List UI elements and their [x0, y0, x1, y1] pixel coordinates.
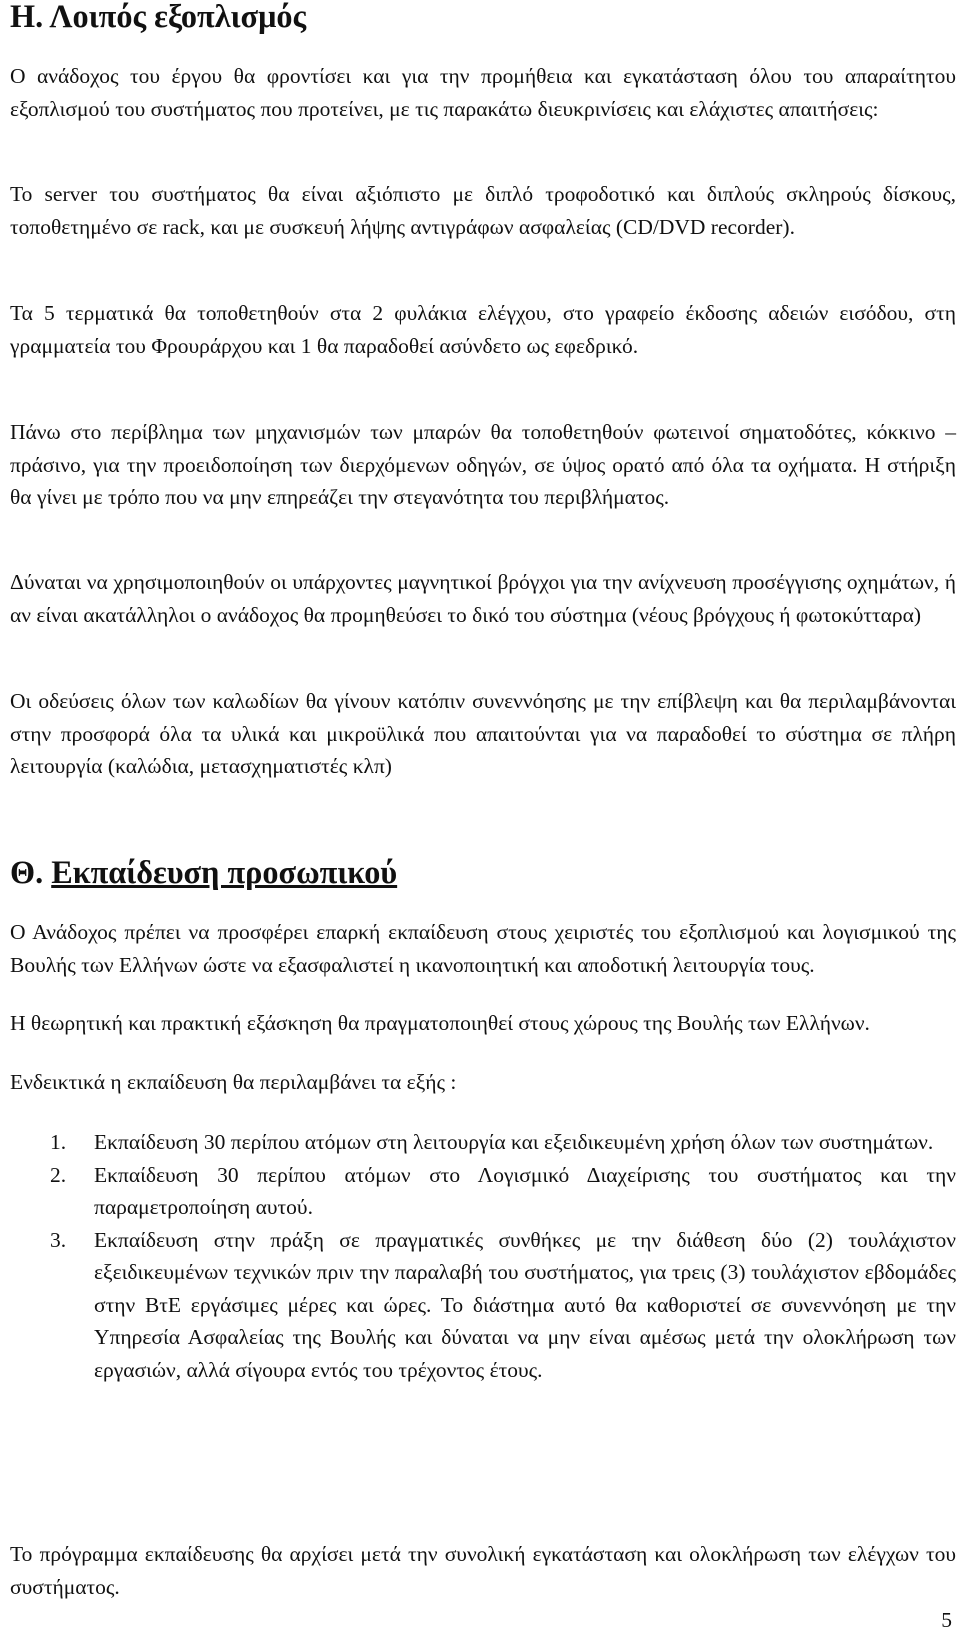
- list-item: [50, 1159, 956, 1224]
- list-item-number: 2.: [50, 1162, 67, 1187]
- list-item-text: Εκπαίδευση στην πράξη σε πραγματικές συνθήκες με την διάθεση δύο (2) τουλάχιστον εξειδικευμένων τεχνικών πριν την παραλαβή του συστήματος, για τρεις (3) τουλάχιστον εβδομάδες στην ΒτΕ εργάσιμες μέρες και ώρες. Το διάστημα αυτό θα καθοριστεί σε συνεννόηση με την Υπηρεσία Ασφαλείας της Βουλής και δύναται να μην είναι αμέσως μετά την ολοκλήρωση των εργασιών, αλλά σίγουρα εντός του τρέχοντος έτους.: [94, 1227, 956, 1382]
- paragraph-terminals: Τα 5 τερματικά θα τοποθετηθούν στα 2 φυλάκια ελέγχου, στο γραφείο έκδοσης αδειών εισόδου, στη γραμματεία του Φρουράρχου και 1 θα παραδοθεί ασύνδετο ως εφεδρικό.: [10, 301, 956, 358]
- list-item-text: Εκπαίδευση 30 περίπου ατόμων στο Λογισμικό Διαχείρισης του συστήματος και την παραμετροποίηση αυτού.: [94, 1162, 956, 1219]
- paragraph-training-indicative: Ενδεικτικά η εκπαίδευση θα περιλαμβάνει τα εξής :: [10, 1070, 457, 1094]
- paragraph-contractor-equipment: Ο ανάδοχος του έργου θα φροντίσει και για την προμήθεια και εγκατάσταση όλου του απαραίτητου εξοπλισμού του συστήματος που προτείνει, με τις παρακάτω διευκρινίσεις και ελάχιστες απαιτήσεις:: [10, 64, 956, 121]
- list-item: [50, 1224, 956, 1387]
- list-item: [50, 1126, 956, 1159]
- section-th-prefix: Θ.: [10, 854, 52, 890]
- section-h-title: Η. Λοιπός εξοπλισμός: [10, 0, 307, 34]
- list-item-number: 1.: [50, 1130, 67, 1154]
- paragraph-server: Το server του συστήματος θα είναι αξιόπιστο με διπλό τροφοδοτικό και διπλούς σκληρούς δίσκους, τοποθετημένο σε rack, και με συσκευή λήψης αντιγράφων ασφαλείας (CD/DVD recorder).: [10, 182, 956, 239]
- paragraph-magnetic-loops: Δύναται να χρησιμοποιηθούν οι υπάρχοντες μαγνητικοί βρόγχοι για την ανίχνευση προσέγγισης οχημάτων, ή αν είναι ακατάλληλοι ο ανάδοχος θα προμηθεύσει το δικό του σύστημα (νέους βρόγχους ή φωτοκύτταρα): [10, 570, 956, 627]
- list-item-number: 3.: [50, 1227, 67, 1252]
- list-item-text: Εκπαίδευση 30 περίπου ατόμων στη λειτουργία και εξειδικευμένη χρήση όλων των συστημάτων.: [94, 1130, 934, 1154]
- page-number: 5: [941, 1608, 952, 1632]
- paragraph-signal-lights: Πάνω στο περίβλημα των μηχανισμών των μπαρών θα τοποθετηθούν φωτεινοί σηματοδότες, κόκκινο – πράσινο, για την προειδοποίηση των διερχόμενων οδηγών, σε ύψος ορατό από όλα τα οχήματα. Η στήριξη θα γίνει με τρόπο που να μην επηρεάζει την στεγανότητα του περιβλήματος.: [10, 420, 956, 509]
- paragraph-training-schedule: Το πρόγραμμα εκπαίδευσης θα αρχίσει μετά την συνολική εγκατάσταση και ολοκλήρωση των ελέγχων του συστήματος.: [10, 1542, 956, 1599]
- section-th-title: Εκπαίδευση προσωπικού: [51, 854, 398, 890]
- section-th-heading: [10, 856, 397, 888]
- training-list: [50, 1126, 956, 1386]
- paragraph-training-intro: Ο Ανάδοχος πρέπει να προσφέρει επαρκή εκπαίδευση στους χειριστές του εξοπλισμού και λογισμικού της Βουλής των Ελλήνων ώστε να εξασφαλιστεί η ικανοποιητική και αποδοτική λειτουργία τους.: [10, 920, 956, 977]
- paragraph-cabling: Οι οδεύσεις όλων των καλωδίων θα γίνουν κατόπιν συνεννόησης με την επίβλεψη και θα περιλαμβάνονται στην προσφορά όλα τα υλικά και μικροϋλικά που απαιτούνται για να παραδοθεί το σύστημα σε πλήρη λειτουργία (καλώδια, μετασχηματιστές κλπ): [10, 689, 956, 778]
- paragraph-training-location: Η θεωρητική και πρακτική εξάσκηση θα πραγματοποιηθεί στους χώρους της Βουλής των Ελλήνων.: [10, 1011, 870, 1035]
